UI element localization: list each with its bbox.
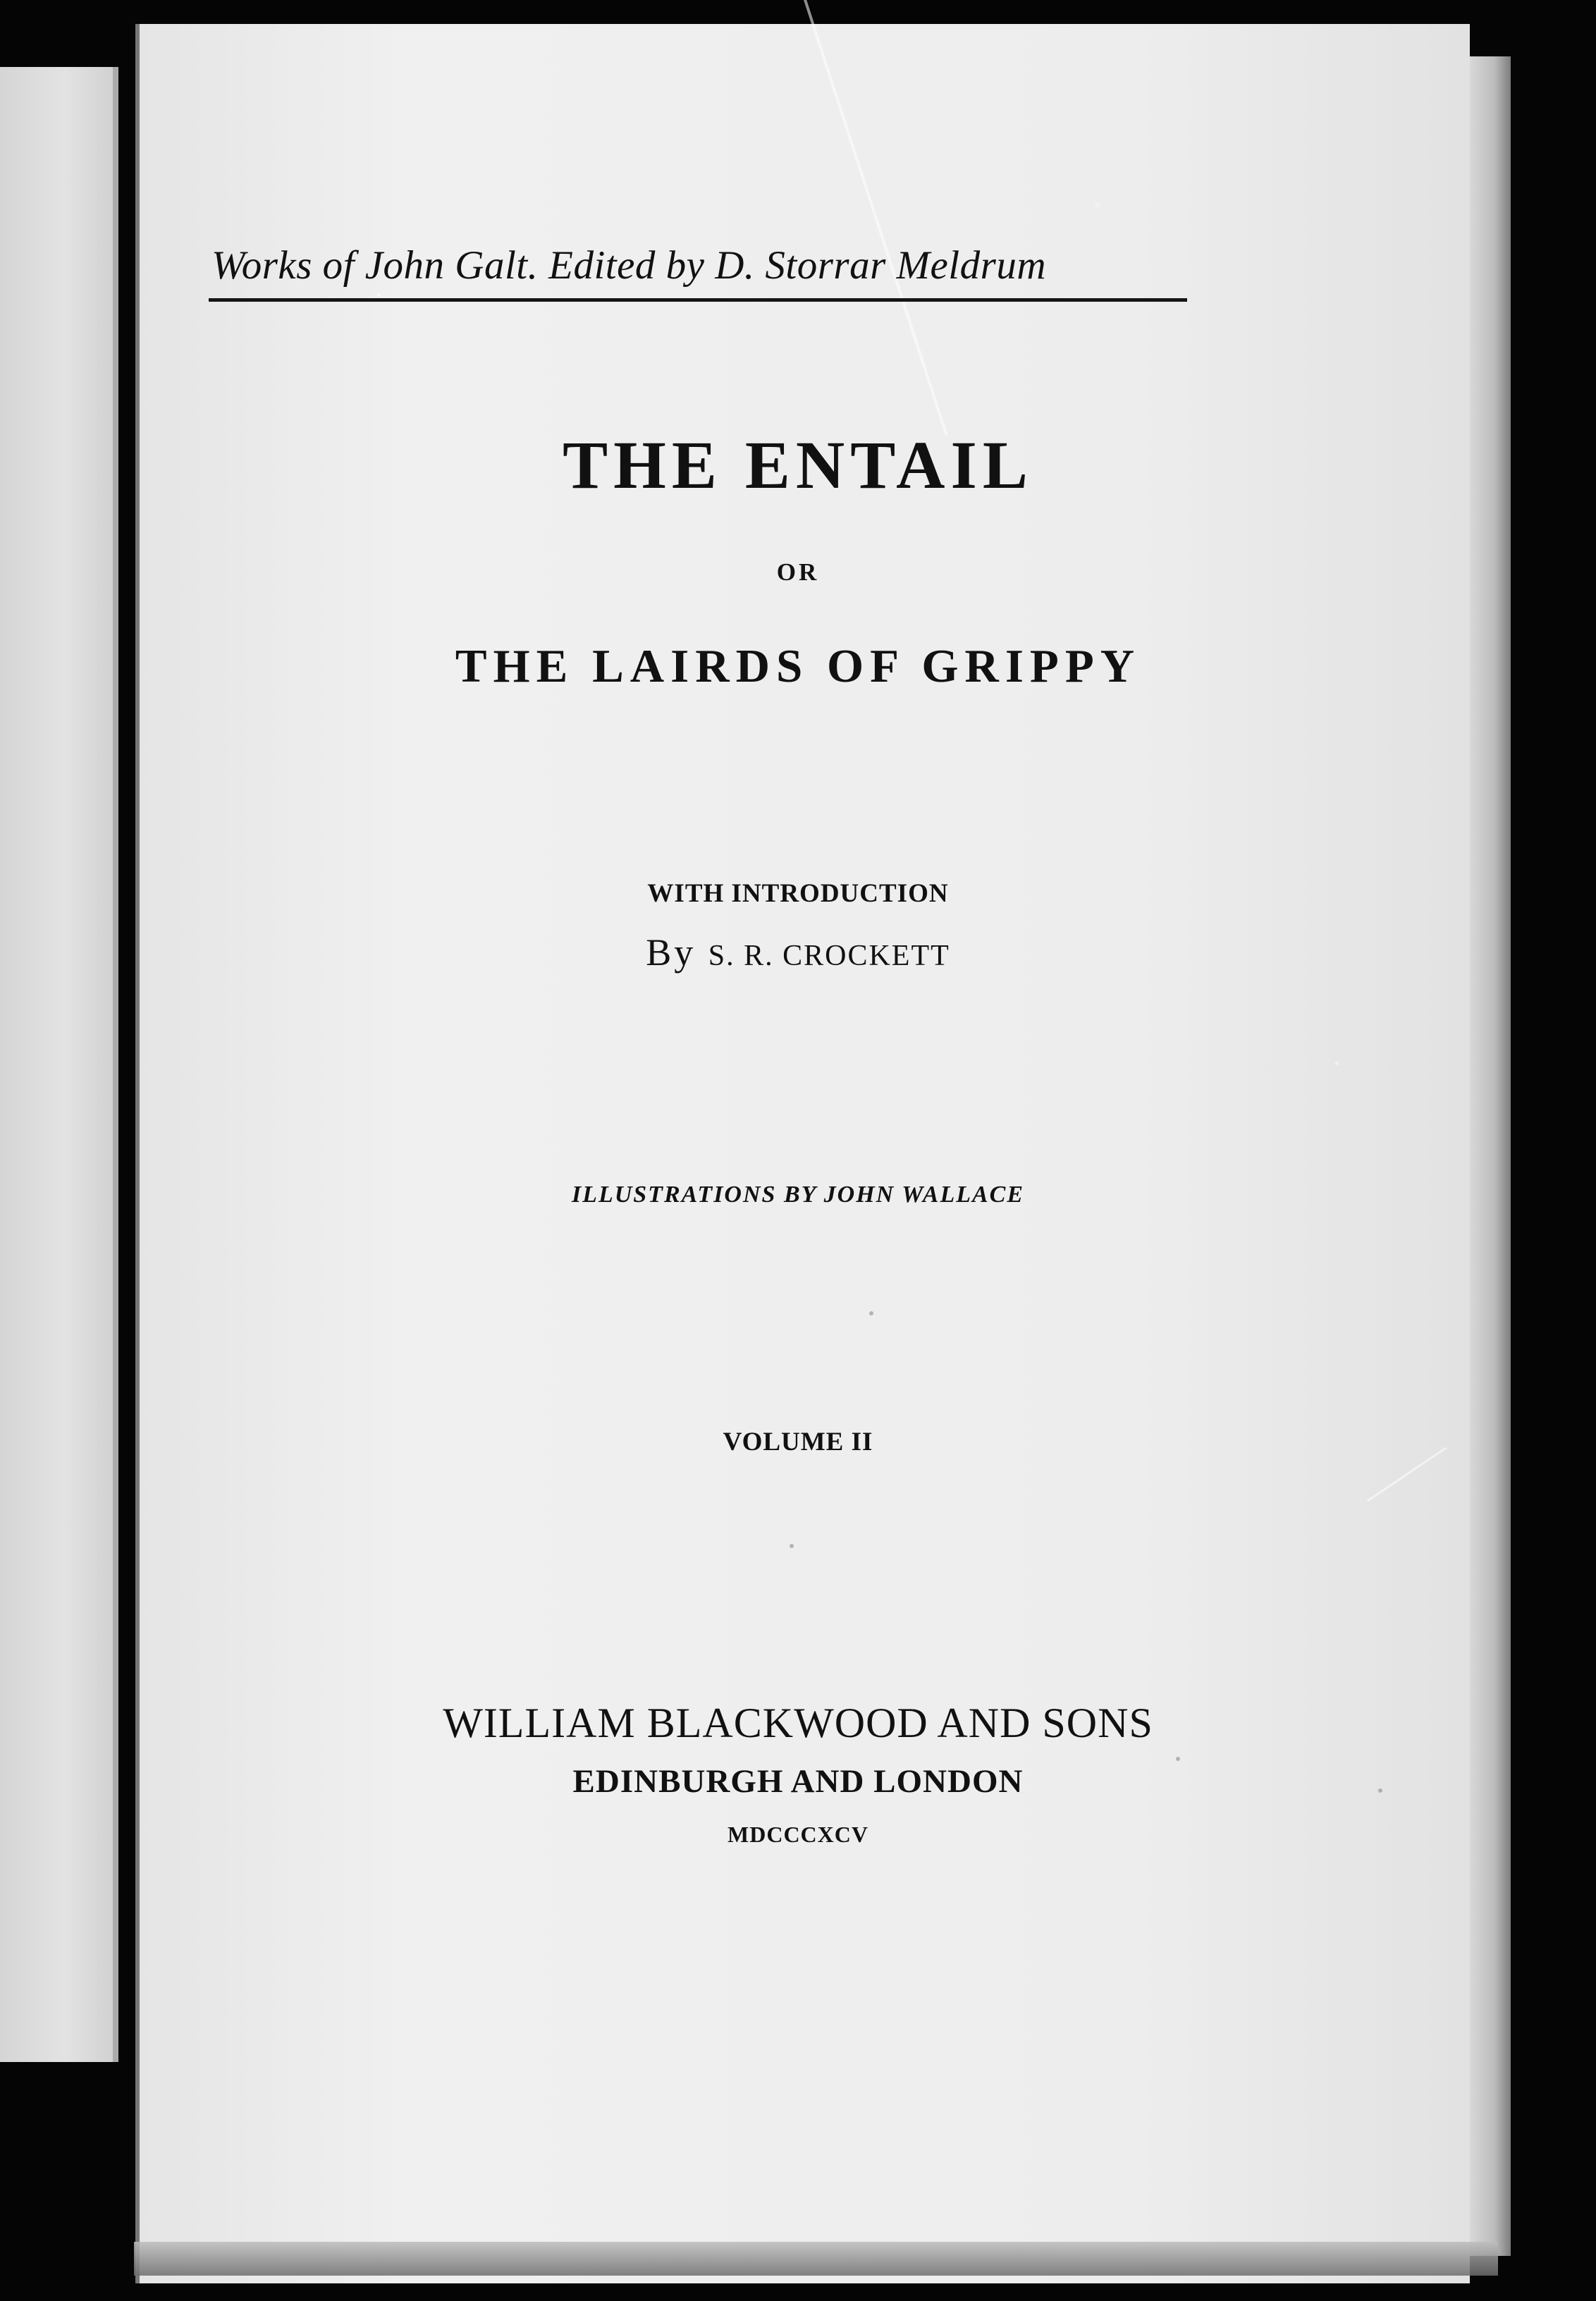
- series-rule: [209, 298, 1187, 302]
- title-conjunction: OR: [776, 558, 820, 586]
- book-subtitle: THE LAIRDS OF GRIPPY: [455, 640, 1141, 692]
- illustrations-credit: ILLUSTRATIONS BY JOHN WALLACE: [571, 1182, 1025, 1208]
- title-page-paper: [135, 24, 1470, 2283]
- paper-speck: [1176, 1757, 1180, 1761]
- introduction-author-name: S. R. CROCKETT: [708, 940, 950, 972]
- paper-speck: [869, 1311, 873, 1315]
- introduction-author: [0, 931, 1596, 974]
- introduction-label: WITH INTRODUCTION: [647, 879, 949, 908]
- right-book-edge: [1470, 56, 1511, 2256]
- series-line: Works of John Galt. Edited by D. Storrar Meldrum: [211, 243, 1046, 288]
- paper-speck: [790, 1544, 794, 1548]
- bottom-page-edge: [134, 2242, 1498, 2276]
- paper-speck: [1378, 1788, 1382, 1793]
- publication-year: MDCCCXCV: [728, 1822, 868, 1847]
- publication-place: EDINBURGH AND LONDON: [572, 1763, 1024, 1800]
- introduction-by-label: By: [646, 931, 696, 974]
- book-title: THE ENTAIL: [563, 427, 1033, 503]
- volume-label: VOLUME II: [723, 1428, 873, 1456]
- publisher-name: WILLIAM BLACKWOOD AND SONS: [443, 1700, 1153, 1746]
